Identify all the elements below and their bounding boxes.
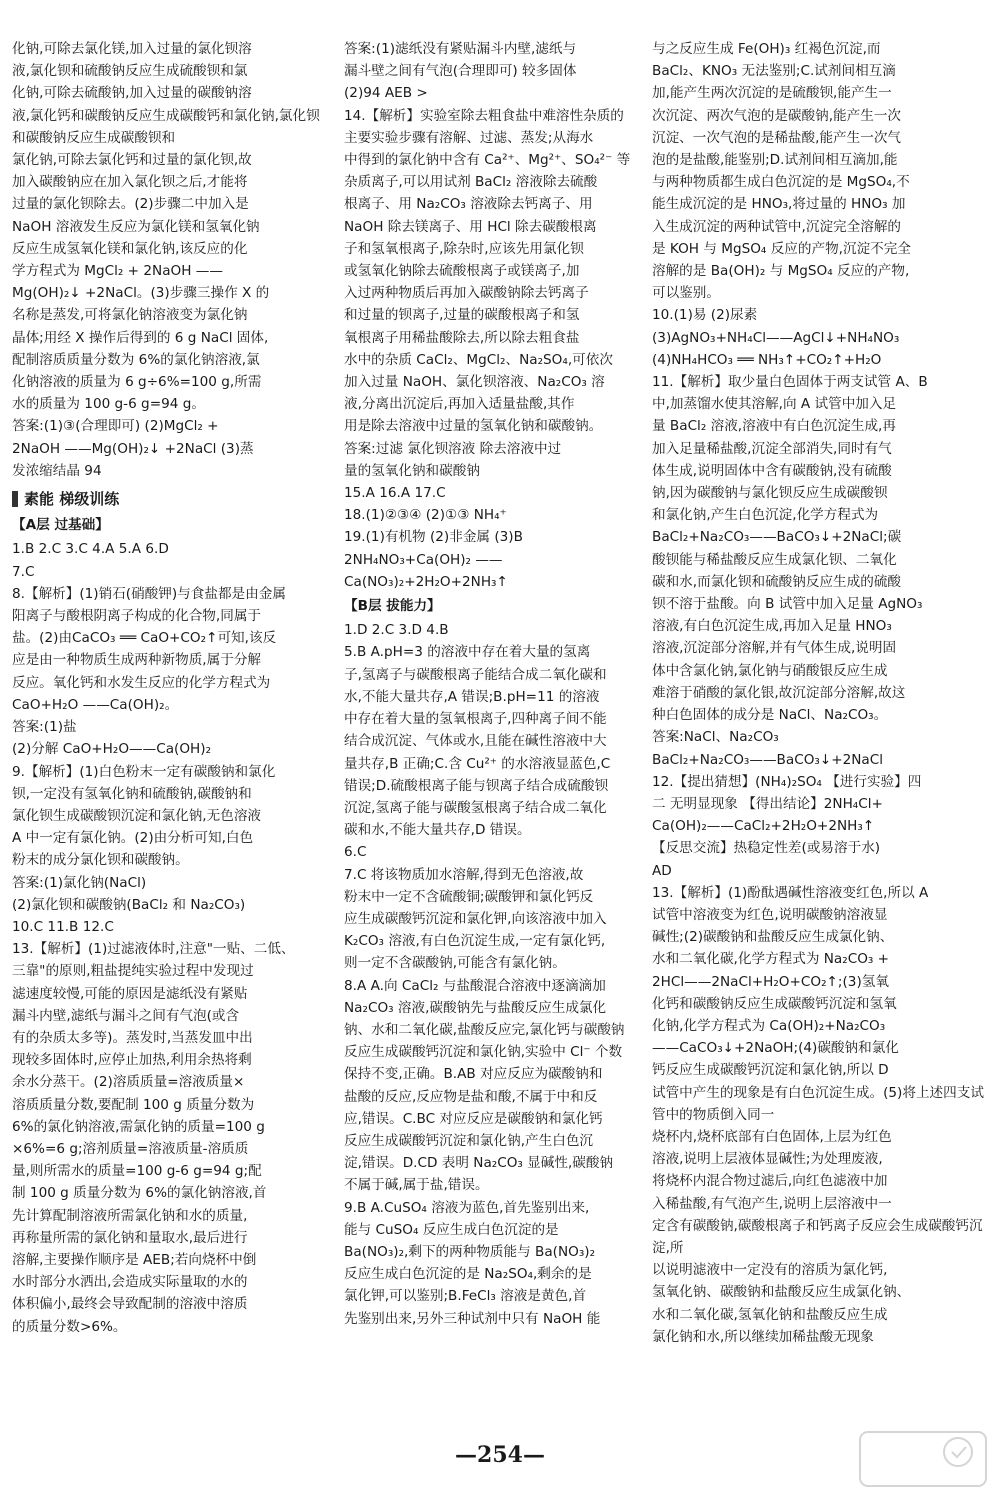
answer-line: 10.(1)易 (2)尿素 bbox=[652, 307, 758, 324]
page-number: —254— bbox=[455, 1442, 545, 1468]
question-13-solution: 13.【解析】(1)酚酞遇碱性溶液变红色,所以 A 试管中溶液变为红色,说明碳酸钠溶液显 碱性;(2)碳酸钠和盐酸反应生成氯化钠、 水和二氧化碳,化学方程式为 Na₂CO₃ + 2HCl——2NaCl+H₂O+CO₂↑;(3)氢氧 化钙和碳酸钠反应生成碳酸钙沉淀和氢氧 化钠,化学方程式为 Ca(OH)₂+Na₂CO₃ ——CaCO₃↓+2NaOH;(4)碳酸钠和氯化 钙反应生成碳酸钙沉淀和氯化钠,所以 D 试管中产生的现象是有白色沉淀生成。(5)将上述四支试管中的物质倒入同一 烧杯内,烧杯底部有白色固体,上层为红色 溶液,说明上层液体显碱性;为处理废液, 将烧杯内混合物过滤后,向红色滤液中加 入稀盐酸,有气泡产生,说明上层溶液中一 定含有碳酸钠,碳酸根离子和钙离子反应会生成碳酸钙沉淀,所 以说明滤液中一定没有的溶质为氯化钙, 氢氧化钠、碳酸钠和盐酸反应生成氯化钠、 水和二氧化碳,氢氧化钠和盐酸反应生成 氯化钠和水,所以继续加稀盐酸无现象 bbox=[652, 884, 984, 1345]
column-left bbox=[12, 38, 330, 1338]
answer-text: 答案:(1)③(合理即可) (2)MgCl₂ + 2NaOH ——Mg(OH)₂↓ +2NaCl (3)蒸 发浓缩结晶 94 bbox=[12, 418, 254, 479]
question-8-solution: 8.A A.向 CaCl₂ 与盐酸混合溶液中逐滴滴加 Na₂CO₃ 溶液,碳酸钠先与盐酸反应生成氯化 钠、水和二氧化碳,盐酸反应完,氯化钙与碳酸钠 反应生成碳酸钙沉淀和氯化钠,实验中 Cl⁻ 个数 保持不变,正确。B.AB 对应反应为碳酸钠和 盐酸的反应,反应物是盐和酸,不属于中和反 应,错误。C.BC 对应反应是碳酸钠和氯化钙 反应生成碳酸钙沉淀和氯化钠,产生白色沉 淀,错误。D.CD 表明 Na₂CO₃ 显碱性,碳酸钠 不属于碱,属于盐,错误。 bbox=[344, 977, 625, 1194]
answer-text: 答案:NaCl、Na₂CO₃ bbox=[652, 729, 779, 746]
question-5-solution: 5.B A.pH=3 的溶液中存在着大量的氢离 子,氢离子与碳酸根离子能结合成二氧化碳和 水,不能大量共存,A 错误;B.pH=11 的溶液 中存在着大量的氢氧根离子,四种离子间不能 结合成沉淀、气体或水,且能在碱性溶液中大 量共存,B 正确;C.含 Cu²⁺ 的水溶液显蓝色,C 错误;D.硫酸根离子能与钡离子结合成硫酸钡 沉淀,氢离子能与碳酸氢根离子结合成二氧化 碳和水,不能大量共存,D 错误。 bbox=[344, 644, 611, 839]
column-right bbox=[652, 38, 992, 1348]
level-b-heading: 【B层 拔能力】 bbox=[344, 598, 441, 615]
section-title: 素能 梯级训练 bbox=[24, 490, 120, 509]
answer-line: 1.B 2.C 3.C 4.A 5.A 6.D bbox=[12, 541, 169, 558]
solution-paragraph: 化钠,可除去氯化镁,加入过量的氯化钡溶 液,氯化钡和硫酸钠反应生成硫酸钡和氯 化钠,可除去硫酸钠,加入过量的碳酸钠溶 液,氯化钙和碳酸钠反应生成碳酸钙和氯化钠,氯化钡和碳酸钠反应生成碳酸钡和 氯化钠,可除去氯化钙和过量的氯化钡,故 加入碳酸钠应在加入氯化钡之后,才能将 过量的氯化钡除去。(2)步骤二中加入是 NaOH 溶液发生反应为氯化镁和氢氧化钠 反应生成氢氧化镁和氯化钠,该反应的化 学方程式为 MgCl₂ + 2NaOH —— Mg(OH)₂↓ +2NaCl。(3)步骤三操作 X 的 名称是蒸发,可将氯化钠溶液变为氯化钠 晶体;用经 X 操作后得到的 6 g NaCl 固体, 配制溶质质量分数为 6%的氯化钠溶液,氯 化钠溶液的质量为 6 g÷6%=100 g,所需 水的质量为 100 g-6 g=94 g。 bbox=[12, 41, 320, 413]
level-a-heading: 【A层 过基础】 bbox=[12, 517, 109, 534]
answer-line: 1.D 2.C 3.D 4.B bbox=[344, 622, 449, 639]
question-14-solution: 14.【解析】实验室除去粗食盐中难溶性杂质的 主要实验步骤有溶解、过滤、蒸发;从海水 中得到的氯化钠中含有 Ca²⁺、Mg²⁺、SO₄²⁻ 等 杂质离子,可以用试剂 BaCl₂ 溶液除去硫酸 根离子、用 Na₂CO₃ 溶液除去钙离子、用 NaOH 除去镁离子、用 HCl 除去碳酸根离 子和氢氧根离子,除杂时,应该先用氯化钡 或氢氧化钠除去硫酸根离子或镁离子,加 入过两种物质后再加入碳酸钠除去钙离子 和过量的钡离子,过量的碳酸根离子和氢 氧根离子用稀盐酸除去,所以除去粗食盐 水中的杂质 CaCl₂、MgCl₂、Na₂SO₄,可依次 加入过量 NaOH、氯化钡溶液、Na₂CO₃ 溶 液,分离出沉淀后,再加入适量盐酸,其作 用是除去溶液中过量的氢氧化钠和碳酸钠。 bbox=[344, 107, 631, 435]
equation: (4)NH₄HCO₃ ══ NH₃↑+CO₂↑+H₂O bbox=[652, 351, 882, 368]
answer-text: 答案:(1)盐 bbox=[12, 719, 77, 736]
equation: BaCl₂+Na₂CO₃——BaCO₃↓+2NaCl bbox=[652, 751, 884, 768]
answer-line: 15.A 16.A 17.C bbox=[344, 485, 446, 502]
section-heading bbox=[12, 488, 330, 510]
question-9-solution: 9.B A.CuSO₄ 溶液为蓝色,首先鉴别出来, 能与 CuSO₄ 反应生成白色沉淀的是 Ba(NO₃)₂,剩下的两种物质能与 Ba(NO₃)₂ 反应生成白色沉淀的是 Na₂SO₄,剩余的是 氯化钾,可以鉴别;B.FeCl₃ 溶液是黄色,首 先鉴别出来,另外三种试剂中只有 NaOH 能 bbox=[344, 1199, 601, 1327]
answer-text: 答案:(1)氯化钠(NaCl) bbox=[12, 874, 147, 891]
question-8-solution: 8.【解析】(1)销石(硝酸钾)与食盐都是由金属 阳离子与酸根阴离子构成的化合物,同属于 盐。(2)由CaCO₃ ══ CaO+CO₂↑可知,该反 应是由一种物质生成两种新物质,属于分解 反应。氧化钙和水发生反应的化学方程式为 CaO+H₂O ——Ca(OH)₂。 bbox=[12, 585, 286, 713]
answer-line: 18.(1)②③④ (2)①③ NH₄⁺ bbox=[344, 507, 507, 524]
section-marker-icon bbox=[12, 491, 18, 507]
answer-line: 10.C 11.B 12.C bbox=[12, 918, 114, 935]
answer-text: (2)氯化钡和碳酸钠(BaCl₂ 和 Na₂CO₃) bbox=[12, 896, 246, 913]
question-11-solution: 11.【解析】取少量白色固体于两支试管 A、B 中,加蒸馏水使其溶解,向 A 试管中加入足 量 BaCl₂ 溶液,溶液中有白色沉淀生成,再 加入足量稀盐酸,沉淀全部消失,同时有气 体生成,说明固体中含有碳酸钠,没有硫酸 钠,因为碳酸钠与氯化钡反应生成碳酸钡 和氯化钠,产生白色沉淀,化学方程式为 BaCl₂+Na₂CO₃——BaCO₃↓+2NaCl;碳 酸钡能与稀盐酸反应生成氯化钡、二氧化 碳和水,而氯化钡和硫酸钠反应生成的硫酸 钡不溶于盐酸。向 B 试管中加入足量 AgNO₃ 溶液,有白色沉淀生成,再加入足量 HNO₃ 溶液,沉淀部分溶解,并有气体生成,说明固 体中含氯化钠,氯化钠与硝酸银反应生成 难溶于硝酸的氯化银,故沉淀部分溶解,故这 种白色固体的成分是 NaCl、Na₂CO₃。 bbox=[652, 374, 928, 724]
solution-paragraph: 与之反应生成 Fe(OH)₃ 红褐色沉淀,而 BaCl₂、KNO₃ 无法鉴别;C.试剂间相互滴 加,能产生两次沉淀的是硫酸钡,能产生一 次沉淀、两次气泡的是碳酸钠,能产生一次 沉淀、一次气泡的是稀盐酸,能产生一次气 泡的是盐酸,能鉴别;D.试剂间相互滴加,能 与两种物质都生成白色沉淀的是 MgSO₄,不 能生成沉淀的是 HNO₃,将过量的 HNO₃ 加 入生成沉淀的两种试管中,沉淀完全溶解的 是 KOH 与 MgSO₄ 反应的产物,沉淀不完全 溶解的是 Ba(OH)₂ 与 MgSO₄ 反应的产物, 可以鉴别。 bbox=[652, 41, 911, 302]
watermark-logo-icon bbox=[858, 1430, 988, 1488]
answer-text: (2)分解 CaO+H₂O——Ca(OH)₂ bbox=[12, 741, 212, 758]
answer-text: 答案:(1)滤纸没有紧贴漏斗内壁,滤纸与 漏斗壁之间有气泡(合理即可) 较多固体 (2)94 AEB > bbox=[344, 41, 577, 102]
equation: (3)AgNO₃+NH₄Cl——AgCl↓+NH₄NO₃ bbox=[652, 329, 900, 346]
question-7-solution: 7.C 将该物质加水溶解,得到无色溶液,故 粉末中一定不含硫酸铜;碳酸钾和氯化钙反 应生成碳酸钙沉淀和氯化钾,向该溶液中加入 K₂CO₃ 溶液,有白色沉淀生成,一定有氯化钙, 则一定不含碳酸钠,可能含有氯化钠。 bbox=[344, 866, 607, 972]
answer-line: 19.(1)有机物 (2)非金属 (3)B bbox=[344, 529, 523, 546]
answer-line: 7.C bbox=[12, 563, 35, 580]
column-middle bbox=[344, 38, 646, 1330]
answer-text: 答案:过滤 氯化钡溶液 除去溶液中过 量的氢氧化钠和碳酸钠 bbox=[344, 440, 562, 479]
question-13-solution: 13.【解析】(1)过滤液体时,注意"一贴、二低、 三靠"的原则,粗盐提纯实验过程中发现过 滤速度较慢,可能的原因是滤纸没有紧贴 漏斗内壁,滤纸与漏斗之间有气泡(或含 有的杂质太多等)。蒸发时,当蒸发皿中出 现较多固体时,应停止加热,利用余热将剩 余水分蒸干。(2)溶质质量=溶液质量× 溶质质量分数,要配制 100 g 质量分数为 6%的氯化钠溶液,需氯化钠的质量=100 g ×6%=6 g;溶剂质量=溶液质量-溶质质 量,则所需水的质量=100 g-6 g=94 g;配 制 100 g 质量分数为 6%的氯化钠溶液,首 先计算配制溶液所需氯化钠和水的质量, 再称量所需的氯化钠和量取水,最后进行 溶解,主要操作顺序是 AEB;若向烧杯中倒 水时部分水洒出,会造成实际量取的水的 体积偏小,最终会导致配制的溶液中溶质 的质量分数>6%。 bbox=[12, 941, 295, 1335]
question-9-solution: 9.【解析】(1)白色粉末一定有碳酸钠和氯化 钡,一定没有氢氧化钠和硫酸钠,碳酸钠和 氯化钡生成碳酸钡沉淀和氯化钠,无色溶液 A 中一定有氯化钠。(2)由分析可知,白色 粉末的成分氯化钡和碳酸钠。 bbox=[12, 763, 276, 869]
answer-line: 6.C bbox=[344, 844, 367, 861]
equation: 2NH₄NO₃+Ca(OH)₂ —— Ca(NO₃)₂+2H₂O+2NH₃↑ bbox=[344, 551, 508, 590]
question-12-solution: 12.【提出猜想】(NH₄)₂SO₄ 【进行实验】四 二 无明显现象 【得出结论】2NH₄Cl+ Ca(OH)₂——CaCl₂+2H₂O+2NH₃↑ 【反思交流】热稳定性差(或易溶于水) AD bbox=[652, 773, 922, 879]
